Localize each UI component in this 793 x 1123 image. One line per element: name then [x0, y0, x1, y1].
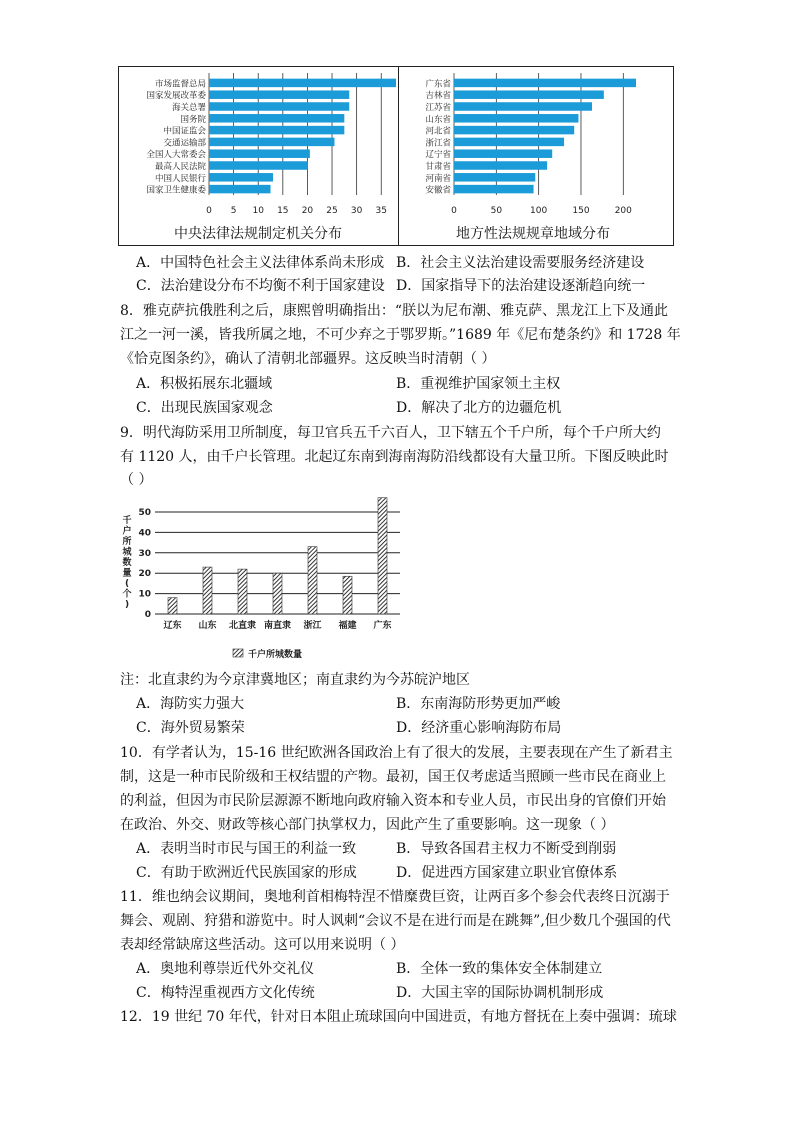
left-chart-bar: [209, 173, 273, 182]
chart3-category-label: 南直隶: [263, 621, 292, 631]
left-chart-tick-label: 5: [230, 206, 237, 216]
left-chart-bar: [209, 126, 344, 135]
q11-stem-line1: 11．维也纳会议期间，奥地利首相梅特涅不惜糜费巨资，让两百多个参会代表终日沉溺于: [120, 889, 670, 905]
q8-stem-line2: 江之一河一溪，皆我所属之地，不可少弃之于鄂罗斯。”1689 年《尼布楚条约》和 1728 年: [120, 327, 681, 343]
right-chart-category-label: 吉林省: [425, 91, 451, 102]
right-chart-category-label: 河南省: [425, 173, 451, 184]
left-chart-category-label: 市场监督总局: [154, 79, 206, 90]
chart3-tick-label: 20: [138, 569, 151, 580]
right-chart-category-label: 浙江省: [425, 138, 451, 149]
left-chart-category-label: 交通运输部: [163, 138, 206, 149]
left-chart-tick-label: 30: [350, 206, 363, 216]
chart3-bar: [343, 576, 352, 614]
chart3-tick-label: 10: [138, 589, 151, 600]
right-chart-bar: [454, 90, 604, 99]
left-chart-category-label: 国家卫生健康委: [146, 185, 206, 196]
right-chart-bar: [454, 161, 547, 170]
q8-option-d: D．解决了北方的边疆危机: [396, 400, 562, 416]
left-chart-bar: [209, 138, 334, 147]
central-agencies-bar-chart: [119, 67, 398, 227]
left-chart-tick-label: 35: [375, 206, 387, 216]
right-chart-bar: [454, 126, 574, 135]
q11-stem-line3: 表却经常缺席这些活动。这可以用来说明（ ）: [120, 937, 405, 953]
right-chart-category-label: 广东省: [425, 79, 451, 90]
chart3-ylabel-char: 千: [122, 516, 132, 526]
q10-option-c: C．有助于欧洲近代民族国家的形成: [136, 865, 357, 881]
q9-option-d: D．经济重心影响海防布局: [396, 720, 562, 736]
left-chart-bar: [209, 161, 307, 170]
left-chart-category-label: 国家发展改革委: [146, 91, 206, 102]
right-chart-bar: [454, 114, 578, 123]
q9-note: 注：北直隶约为今京津冀地区；南直隶约为今苏皖沪地区: [120, 672, 470, 688]
right-chart-category-label: 辽宁省: [425, 150, 451, 161]
chart3-category-label: 北直隶: [228, 621, 257, 631]
chart3-bar: [203, 567, 212, 614]
q10-option-b: B．导致各国君主权力不断受到削弱: [396, 841, 617, 857]
left-chart-tick-label: 25: [326, 206, 338, 216]
right-chart-tick-label: 200: [614, 206, 632, 216]
chart3-category-label: 浙江: [303, 621, 322, 631]
chart3-tick-label: 50: [138, 508, 151, 518]
q7-option-c: C．法治建设分布不均衡不利于国家建设: [136, 278, 385, 294]
q10-stem-line3: 的利益，但因为市民阶层源源不断地向政府输入资本和专业人员，市民出身的官僚们开始: [120, 793, 666, 809]
q10-option-a: A．表明当时市民与国王的利益一致: [136, 841, 357, 857]
q9-stem-line1: 9．明代海防采用卫所制度，每卫官兵五千六百人，卫下辖五个千户所，每个千户所大约: [120, 425, 661, 441]
chart3-legend-swatch: [233, 649, 243, 657]
chart3-bar: [273, 573, 282, 614]
right-chart-bar: [454, 173, 535, 182]
q9-option-c: C．海外贸易繁荣: [136, 720, 245, 736]
left-chart-tick-label: 0: [206, 206, 212, 216]
q7-option-b: B．社会主义法治建设需要服务经济建设: [396, 255, 645, 271]
chart3-category-label: 山东: [198, 621, 217, 631]
right-chart-category-label: 安徽省: [425, 185, 451, 196]
chart3-tick-label: 30: [138, 548, 151, 559]
left-chart-caption: 中央法律法规制定机关分布: [174, 226, 342, 242]
left-chart-tick-label: 10: [252, 206, 264, 216]
left-chart-bar: [209, 79, 396, 88]
chart3-ylabel-char: (: [124, 579, 130, 589]
q10-stem-line1: 10．有学者认为，15-16 世纪欧洲各国政治上有了很大的发展，主要表现在产生了新君主: [120, 745, 673, 761]
left-chart-category-label: 国务院: [180, 114, 206, 125]
right-chart-bar: [454, 102, 592, 111]
left-chart-category-label: 全国人大常委会: [146, 150, 206, 161]
chart3-tick-label: 40: [138, 528, 151, 539]
right-chart-category-label: 江苏省: [425, 103, 451, 113]
q11-option-a: A．奥地利尊崇近代外交礼仪: [136, 961, 315, 977]
chart3-tick-label: 0: [144, 610, 151, 620]
q9-stem-line2: 有 1120 人，由千户长管理。北起辽东南到海南海防沿线都设有大量卫所。下图反映此时: [120, 449, 669, 465]
q12-stem-line1: 12．19 世纪 70 年代，针对日本阻止琉球国向中国进贡，有地方督抚在上奏中强调：琉球: [120, 1009, 677, 1025]
q8-option-c: C．出现民族国家观念: [136, 400, 273, 416]
chart3-bar: [308, 547, 317, 614]
left-chart-category-label: 海关总署: [171, 103, 206, 113]
right-chart-tick-label: 150: [572, 206, 590, 216]
right-chart-bar: [454, 138, 564, 147]
chart3-bar: [238, 569, 247, 614]
left-chart-bar: [209, 114, 344, 123]
right-chart-bar: [454, 79, 636, 88]
figure-law-distribution: [118, 66, 674, 246]
left-chart-tick-label: 20: [301, 206, 314, 216]
right-chart-category-label: 甘肃省: [425, 162, 451, 172]
local-regions-bar-chart: [399, 67, 675, 227]
q11-option-b: B．全体一致的集体安全体制建立: [396, 961, 603, 977]
q7-option-a: A．中国特色社会主义法律体系尚未形成: [136, 255, 385, 271]
q8-option-b: B．重视维护国家领土主权: [396, 376, 561, 392]
right-chart-tick-label: 0: [451, 206, 457, 216]
right-chart-bar: [454, 185, 534, 194]
left-chart-bar: [209, 149, 310, 158]
chart3-ylabel-char: 所: [122, 537, 132, 547]
left-chart-bar: [209, 102, 349, 111]
chart3-category-label: 广东: [373, 621, 392, 631]
chart3-ylabel-char: 户: [122, 526, 132, 537]
chart3-bar: [378, 498, 387, 614]
left-chart-bar: [209, 90, 349, 99]
right-chart-category-label: 山东省: [425, 114, 451, 125]
chart3-ylabel-char: 数: [122, 558, 132, 568]
right-chart-tick-label: 50: [490, 206, 503, 216]
q9-option-b: B．东南海防形势更加严峻: [396, 696, 561, 712]
left-chart-bar: [209, 185, 271, 194]
q8-option-a: A．积极拓展东北疆域: [136, 376, 273, 392]
chart3-ylabel-char: 个: [122, 589, 132, 600]
chart3-ylabel-char: ): [124, 600, 130, 610]
q10-option-d: D．促进西方国家建立职业官僚体系: [396, 865, 618, 881]
right-chart-category-label: 河北省: [425, 126, 451, 137]
chart3-ylabel-char: 城: [122, 547, 132, 558]
q11-stem-line2: 舞会、观剧、狩猎和游览中。时人讽刺“会议不是在进行而是在跳舞”,但少数几个强国的代: [120, 913, 671, 929]
q9-option-a: A．海防实力强大: [136, 696, 245, 712]
q11-option-d: D．大国主宰的国际协调机制形成: [396, 985, 604, 1001]
q8-stem-line1: 8．雅克萨抗俄胜利之后，康熙曾明确指出：“朕以为尼布潮、雅克萨、黑龙江上下及通此: [120, 303, 669, 319]
q11-option-c: C．梅特涅重视西方文化传统: [136, 985, 315, 1001]
right-chart-caption: 地方性法规规章地域分布: [456, 226, 610, 242]
chart3-bar: [168, 598, 177, 614]
q8-stem-line3: 《恰克图条约》，确认了清朝北部疆界。这反映当时清朝（ ）: [120, 351, 496, 367]
chart3-category-label: 辽东: [163, 621, 182, 631]
right-chart-tick-label: 100: [530, 206, 548, 216]
chart3-category-label: 福建: [338, 621, 357, 631]
q10-stem-line4: 在政治、外交、财政等核心部门执掌权力，因此产生了重要影响。这一现象（ ）: [120, 817, 615, 833]
q7-option-d: D．国家指导下的法治建设逐渐趋向统一: [396, 278, 646, 294]
left-chart-tick-label: 15: [277, 206, 289, 216]
garrison-forts-bar-chart: [115, 488, 415, 663]
chart3-legend-label: 千户所城数量: [248, 650, 303, 660]
q10-stem-line2: 制，这是一种市民阶级和王权结盟的产物。最初，国王仅考虑适当照顾一些市民在商业上: [120, 769, 666, 785]
chart3-ylabel-char: 量: [122, 568, 132, 579]
left-chart-category-label: 中国证监会: [163, 126, 206, 137]
q9-stem-line3: （ ）: [120, 472, 153, 488]
right-chart-bar: [454, 149, 552, 158]
left-chart-category-label: 中国人民银行: [154, 173, 206, 184]
left-chart-category-label: 最高人民法院: [154, 162, 206, 172]
